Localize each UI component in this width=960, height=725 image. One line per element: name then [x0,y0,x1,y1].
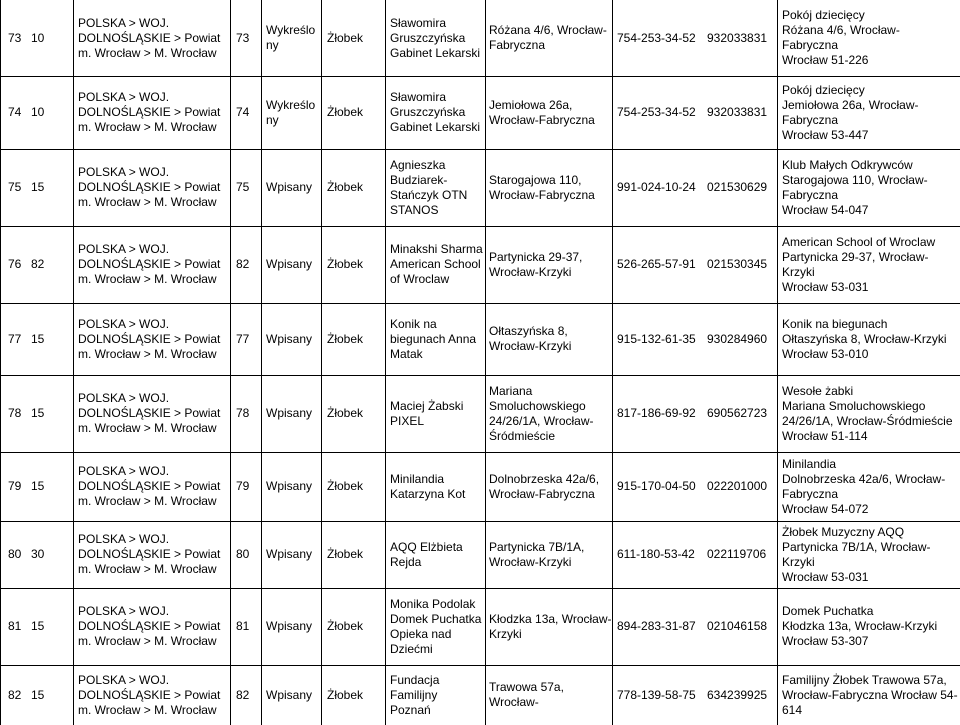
cell-podmiot: AQQ Elżbieta Rejda [390,540,463,569]
cell-regon: 021046158 [707,619,768,633]
cell-nazwa: Klub Małych Odkrywców Starogajowa 110, Wrocław- Fabryczna Wrocław 54-047 [782,158,928,217]
cell-regon: 022119706 [707,547,767,561]
cell-podmiot: Agnieszka Budziarek- Stańczyk OTN STANOS [390,158,468,217]
cell-lokalizacja: POLSKA > WOJ. DOLNOŚLĄSKIE > Powiat m. Wrocław > M. Wrocław [78,673,221,717]
cell-typ: Żłobek [327,479,364,493]
cell-nip: 991-024-10-24 [617,180,696,194]
cell-lp: 81 [8,619,22,633]
cell-miejsca: 15 [31,479,45,493]
cell-regon: 022201000 [707,479,768,493]
cell-nr: 78 [236,406,250,420]
cell-lokalizacja: POLSKA > WOJ. DOLNOŚLĄSKIE > Powiat m. Wrocław > M. Wrocław [78,532,221,576]
cell-podmiot: Minilandia Katarzyna Kot [390,472,466,501]
cell-lokalizacja: POLSKA > WOJ. DOLNOŚLĄSKIE > Powiat m. Wrocław > M. Wrocław [78,317,221,361]
cell-lokalizacja: POLSKA > WOJ. DOLNOŚLĄSKIE > Powiat m. Wrocław > M. Wrocław [78,90,221,134]
cell-nip: 817-186-69-92 [617,406,696,420]
cell-nr: 81 [236,619,250,633]
cell-typ: Żłobek [327,688,364,702]
cell-nr: 79 [236,479,250,493]
cell-typ: Żłobek [327,180,364,194]
cell-nip: 894-283-31-87 [617,619,696,633]
cell-adres: Jemiołowa 26a, Wrocław-Fabryczna [489,98,595,127]
table-row [0,521,960,588]
cell-typ: Żłobek [327,257,364,271]
cell-status: Wykreślo ny [266,23,316,52]
cell-nip: 611-180-53-42 [617,547,695,561]
cell-status: Wykreślo ny [266,98,316,127]
cell-miejsca: 10 [31,105,45,119]
cell-adres: Ołtaszyńska 8, Wrocław-Krzyki [489,324,572,353]
cell-regon: 930284960 [707,332,768,346]
cell-typ: Żłobek [327,406,364,420]
cell-adres: Trawowa 57a, Wrocław- [489,680,564,709]
cell-status: Wpisany [266,688,313,702]
cell-nr: 74 [236,105,250,119]
cell-nr: 77 [236,332,250,346]
cell-regon: 021530345 [707,257,768,271]
cell-status: Wpisany [266,479,313,493]
cell-miejsca: 15 [31,406,45,420]
cell-adres: Partynicka 29-37, Wrocław-Krzyki [489,250,583,279]
cell-nazwa: Familijny Żłobek Trawowa 57a, Wrocław-Fabryczna Wrocław 54- 614 [782,673,958,717]
cell-lokalizacja: POLSKA > WOJ. DOLNOŚLĄSKIE > Powiat m. Wrocław > M. Wrocław [78,165,221,209]
cell-lp: 82 [8,688,22,702]
cell-miejsca: 82 [31,257,45,271]
cell-podmiot: Maciej Żabski PIXEL [390,399,464,428]
cell-lp: 80 [8,547,22,561]
cell-nr: 73 [236,31,250,45]
cell-regon: 932033831 [707,105,768,119]
cell-podmiot: Sławomira Gruszczyńska Gabinet Lekarski [390,90,481,134]
cell-adres: Różana 4/6, Wrocław- Fabryczna [489,23,607,52]
cell-podmiot: Sławomira Gruszczyńska Gabinet Lekarski [390,16,481,60]
cell-lokalizacja: POLSKA > WOJ. DOLNOŚLĄSKIE > Powiat m. Wrocław > M. Wrocław [78,464,221,508]
cell-regon: 690562723 [707,406,768,420]
table-row [0,149,960,226]
cell-adres: Starogajowa 110, Wrocław-Fabryczna [489,173,595,202]
table-row [0,303,960,375]
cell-status: Wpisany [266,406,313,420]
cell-miejsca: 15 [31,688,45,702]
table-row [0,665,960,725]
cell-nazwa: American School of Wroclaw Partynicka 29-37, Wrocław- Krzyki Wrocław 53-031 [782,235,936,294]
cell-lp: 79 [8,479,22,493]
cell-status: Wpisany [266,180,313,194]
cell-nip: 754-253-34-52 [617,31,696,45]
cell-status: Wpisany [266,257,313,271]
cell-adres: Dolnobrzeska 42a/6, Wrocław-Fabryczna [489,472,600,501]
cell-nr: 80 [236,547,250,561]
cell-regon: 634239925 [707,688,768,702]
cell-nip: 778-139-58-75 [617,688,696,702]
cell-nr: 82 [236,688,250,702]
cell-nip: 526-265-57-91 [617,257,696,271]
cell-lp: 77 [8,332,22,346]
table-row [0,375,960,452]
cell-podmiot: Konik na biegunach Anna Matak [390,317,477,361]
cell-typ: Żłobek [327,31,364,45]
cell-nazwa: Żłobek Muzyczny AQQ Partynicka 7B/1A, Wrocław- Krzyki Wrocław 53-031 [782,525,931,584]
cell-lokalizacja: POLSKA > WOJ. DOLNOŚLĄSKIE > Powiat m. Wrocław > M. Wrocław [78,604,221,648]
cell-typ: Żłobek [327,619,364,633]
cell-lp: 75 [8,180,22,194]
cell-miejsca: 15 [31,332,45,346]
cell-nr: 82 [236,257,250,271]
cell-adres: Partynicka 7B/1A, Wrocław-Krzyki [489,540,585,569]
table-row [0,452,960,521]
cell-lokalizacja: POLSKA > WOJ. DOLNOŚLĄSKIE > Powiat m. Wrocław > M. Wrocław [78,391,221,435]
cell-nazwa: Pokój dziecięcy Różana 4/6, Wrocław- Fabryczna Wrocław 51-226 [782,8,900,67]
table-row [0,0,960,76]
cell-adres: Kłodzka 13a, Wrocław- Krzyki [489,612,612,641]
cell-miejsca: 10 [31,31,45,45]
cell-podmiot: Minakshi Sharma American School of Wroclaw [390,242,483,286]
cell-typ: Żłobek [327,547,364,561]
cell-nazwa: Wesołe żabki Mariana Smoluchowskiego 24/26/1A, Wrocław-Śródmieście Wrocław 51-114 [782,384,953,443]
cell-adres: Mariana Smoluchowskiego 24/26/1A, Wrocław- Śródmieście [489,384,594,443]
cell-podmiot: Monika Podolak Domek Puchatka Opieka nad Dziećmi [390,597,482,656]
cell-miejsca: 15 [31,619,45,633]
cell-lokalizacja: POLSKA > WOJ. DOLNOŚLĄSKIE > Powiat m. Wrocław > M. Wrocław [78,16,221,60]
cell-lokalizacja: POLSKA > WOJ. DOLNOŚLĄSKIE > Powiat m. Wrocław > M. Wrocław [78,242,221,286]
cell-nip: 754-253-34-52 [617,105,696,119]
cell-nazwa: Pokój dziecięcy Jemiołowa 26a, Wrocław- Fabryczna Wrocław 53-447 [782,83,919,142]
cell-status: Wpisany [266,619,313,633]
cell-typ: Żłobek [327,105,364,119]
cell-podmiot: Fundacja Familijny Poznań [390,673,440,717]
cell-lp: 73 [8,31,22,45]
cell-nazwa: Domek Puchatka Kłodzka 13a, Wrocław-Krzyki Wrocław 53-307 [782,604,938,648]
cell-regon: 932033831 [707,31,768,45]
cell-nr: 75 [236,180,250,194]
cell-nip: 915-132-61-35 [617,332,696,346]
cell-nazwa: Konik na biegunach Ołtaszyńska 8, Wrocław-Krzyki Wrocław 53-010 [782,317,947,361]
cell-lp: 74 [8,105,22,119]
cell-status: Wpisany [266,547,313,561]
cell-status: Wpisany [266,332,313,346]
table-row [0,588,960,665]
cell-nip: 915-170-04-50 [617,479,696,493]
cell-nazwa: Minilandia Dolnobrzeska 42a/6, Wrocław- Fabryczna Wrocław 54-072 [782,457,946,516]
cell-regon: 021530629 [707,180,768,194]
cell-typ: Żłobek [327,332,364,346]
cell-lp: 78 [8,406,22,420]
table-row [0,226,960,303]
cell-lp: 76 [8,257,22,271]
cell-miejsca: 15 [31,180,45,194]
table-row [0,76,960,149]
cell-miejsca: 30 [31,547,45,561]
